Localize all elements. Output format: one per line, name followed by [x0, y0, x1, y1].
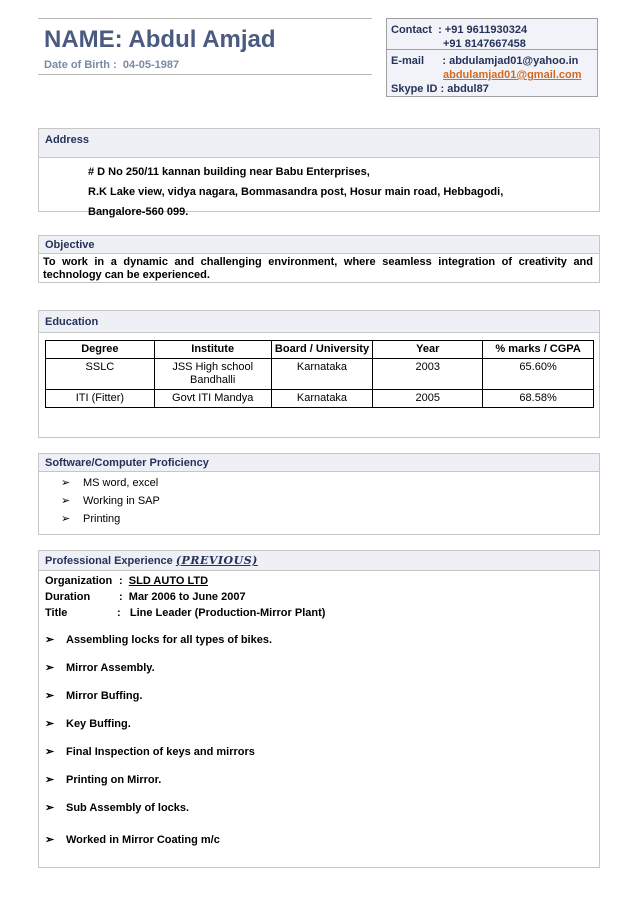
col-marks: % marks / CGPA	[483, 341, 594, 359]
table-cell: SSLC	[46, 359, 155, 390]
software-list	[39, 474, 599, 528]
address-line-3: Bangalore-560 099.	[88, 206, 189, 218]
duties-list	[39, 633, 599, 861]
arrow-bullet-icon: ➢	[45, 802, 55, 814]
email-label: E-mail	[391, 55, 425, 67]
date-of-birth	[44, 59, 372, 71]
col-year: Year	[373, 341, 483, 359]
arrow-bullet-icon: ➢	[45, 718, 55, 730]
title-row: Title : Line Leader (Production-Mirror Plant)	[45, 607, 326, 619]
skype-value: abdul87	[447, 83, 489, 95]
phone-1: +91 9611930324	[444, 24, 528, 36]
objective-text: To work in a dynamic and challenging environment, where seamless integration of creativity and technology can be experienced.	[43, 256, 593, 281]
arrow-bullet-icon: ➢	[45, 774, 55, 786]
table-cell: 65.60%	[483, 359, 594, 390]
table-row	[46, 359, 594, 390]
list-item: ➢ Printing on Mirror.	[45, 774, 162, 786]
address-section	[38, 128, 600, 218]
address-body	[39, 158, 599, 222]
education-heading: Education	[39, 311, 599, 333]
duration-row: Duration : Mar 2006 to June 2007	[45, 591, 246, 603]
title-value: Line Leader (Production-Mirror Plant)	[129, 607, 326, 619]
software-section	[38, 453, 600, 535]
contact-box	[386, 18, 598, 97]
arrow-bullet-icon: ➢	[61, 495, 71, 507]
col-degree: Degree	[46, 341, 155, 359]
contact-label: Contact	[391, 24, 432, 36]
table-cell: 2005	[373, 390, 483, 408]
table-cell: 2003	[373, 359, 483, 390]
col-board: Board / University	[271, 341, 373, 359]
list-item: ➢ Printing	[39, 510, 599, 528]
software-heading: Software/Computer Proficiency	[39, 454, 599, 472]
top-rule	[38, 18, 372, 19]
table-cell: Karnataka	[271, 390, 373, 408]
dob-label: Date of Birth :	[44, 59, 117, 71]
bottom-rule	[38, 74, 372, 75]
table-cell: Karnataka	[271, 359, 373, 390]
education-section	[38, 310, 600, 438]
list-item: ➢ Key Buffing.	[45, 718, 131, 730]
name-block	[38, 18, 372, 75]
table-cell: JSS High school Bandhalli	[154, 359, 271, 390]
email-line: E-mail : abdulamjad01@yahoo.in	[391, 55, 579, 67]
address-heading: Address	[39, 129, 599, 158]
education-table	[45, 340, 594, 408]
email-2-link[interactable]: abdulamjad01@gmail.com	[443, 69, 582, 81]
experience-heading: Professional Experience (PREVIOUS)	[39, 551, 599, 571]
skype-label: Skype ID	[391, 83, 438, 95]
list-item: ➢ Assembling locks for all types of bikes.	[45, 634, 273, 646]
table-header-row	[46, 341, 594, 359]
arrow-bullet-icon: ➢	[45, 834, 55, 846]
list-item: ➢ MS word, excel	[39, 474, 599, 492]
contact-email-section	[387, 50, 597, 96]
table-cell: ITI (Fitter)	[46, 390, 155, 408]
dob-value: 04-05-1987	[122, 59, 180, 71]
arrow-bullet-icon: ➢	[45, 690, 55, 702]
org-value: SLD AUTO LTD	[128, 575, 209, 587]
skype-line: Skype ID : abdul87	[391, 83, 489, 95]
col-institute: Institute	[154, 341, 271, 359]
list-item: ➢ Mirror Assembly.	[45, 662, 155, 674]
arrow-bullet-icon: ➢	[45, 746, 55, 758]
duration-value: Mar 2006 to June 2007	[128, 591, 246, 603]
address-line-2: R.K Lake view, vidya nagara, Bommasandra post, Hosur main road, Hebbagodi,	[88, 186, 504, 198]
phone-2: +91 8147667458	[443, 38, 526, 50]
table-row	[46, 390, 594, 408]
experience-section	[38, 550, 600, 868]
list-item: ➢ Worked in Mirror Coating m/c	[45, 834, 220, 846]
arrow-bullet-icon: ➢	[61, 513, 71, 525]
email-1[interactable]: abdulamjad01@yahoo.in	[449, 55, 579, 67]
candidate-name: NAME: Abdul Amjad	[44, 26, 276, 53]
objective-heading: Objective	[39, 236, 599, 254]
contact-phone-line: Contact : +91 9611930324	[391, 24, 528, 36]
org-row: Organization : SLD AUTO LTD	[45, 575, 209, 587]
list-item: ➢ Sub Assembly of locks.	[45, 802, 190, 814]
list-item: ➢ Final Inspection of keys and mirrors	[45, 746, 255, 758]
contact-phone-section	[387, 19, 597, 50]
table-cell: 68.58%	[483, 390, 594, 408]
list-item: ➢ Mirror Buffing.	[45, 690, 143, 702]
arrow-bullet-icon: ➢	[61, 477, 71, 489]
table-cell: Govt ITI Mandya	[154, 390, 271, 408]
experience-tag: (PREVIOUS)	[175, 554, 258, 567]
objective-section	[38, 235, 600, 283]
address-line-1: # D No 250/11 kannan building near Babu Enterprises,	[88, 166, 370, 178]
arrow-bullet-icon: ➢	[45, 634, 55, 646]
list-item: ➢ Working in SAP	[39, 492, 599, 510]
arrow-bullet-icon: ➢	[45, 662, 55, 674]
experience-details	[39, 573, 599, 621]
